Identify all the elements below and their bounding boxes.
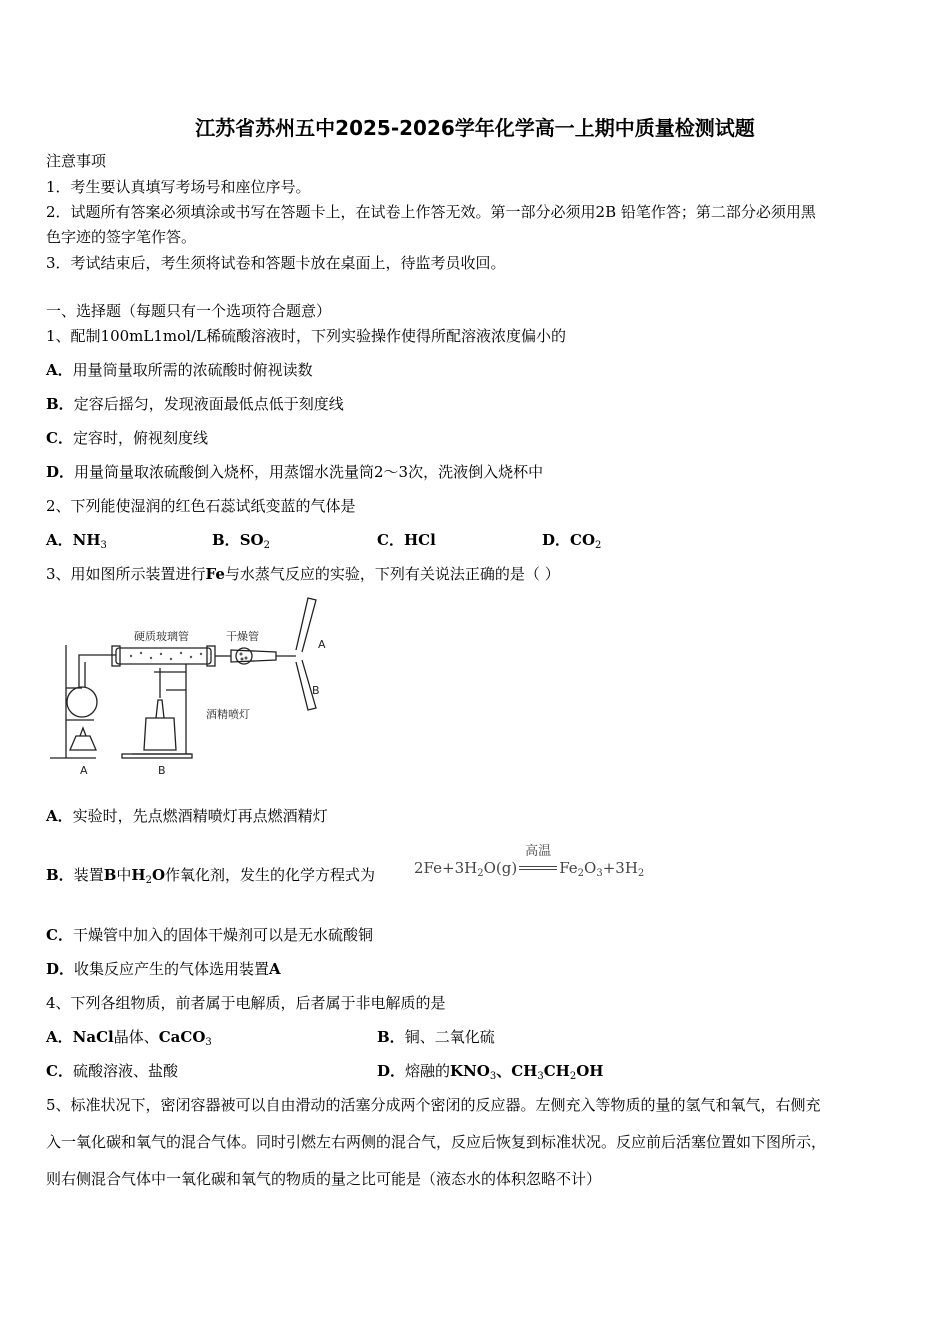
option-label: A．: [46, 531, 73, 549]
q3-option-a: [46, 806, 328, 826]
label-apparatus-a: A: [80, 764, 88, 777]
option-text: NH: [72, 531, 101, 549]
option-label: D．: [542, 531, 571, 549]
subscript: 3: [100, 540, 107, 551]
option-text: 铜、二氧化硫: [404, 1028, 495, 1046]
subscript: 2: [477, 868, 484, 879]
q1-stem: 1、配制100mL1mol/L稀硫酸溶液时，下列实验操作使得所配溶液浓度偏小的: [46, 327, 566, 345]
option-text: 用量筒量取所需的浓硫酸时俯视读数: [72, 361, 313, 379]
condition-text: 高温: [525, 844, 552, 859]
option-label: D．: [46, 960, 75, 978]
q5-line-3: 则右侧混合气体中一氧化碳和氧气的物质的量之比可能是（液态水的体积忽略不计）: [46, 1170, 602, 1188]
option-text: 装置: [73, 866, 104, 884]
option-label: B．: [377, 1028, 405, 1046]
option-text: 中: [116, 866, 132, 884]
option-text: 硫酸溶液、盐酸: [72, 1062, 178, 1080]
q2-option-d: [542, 530, 601, 550]
eq-part: Fe: [559, 859, 578, 877]
notice-item-2b: 色字迹的签字笔作答。: [46, 228, 197, 246]
subscript: 3: [205, 1037, 212, 1048]
reaction-condition: [519, 844, 557, 878]
q1-option-a: [46, 360, 313, 380]
page-title: 江苏省苏州五中2025-2026学年化学高一上期中质量检测试题: [195, 116, 755, 140]
q3-option-b: [46, 865, 375, 885]
subscript: 2: [569, 1071, 577, 1082]
eq-part: 2Fe+3H: [414, 859, 478, 877]
option-label: C．: [46, 1062, 73, 1080]
q4-stem: 4、下列各组物质，前者属于电解质，后者属于非电解质的是: [46, 994, 446, 1012]
q2-option-a: [46, 530, 107, 550]
option-label: A．: [46, 361, 73, 379]
label-lamp: 酒精喷灯: [206, 708, 250, 721]
stem-text: 与水蒸气反应的实验，下列有关说法正确的是（ ）: [224, 565, 560, 583]
option-label: C．: [46, 429, 73, 447]
option-text: 熔融的: [405, 1062, 451, 1080]
option-label: C．: [377, 531, 404, 549]
q2-stem: 2、下列能使湿润的红色石蕊试纸变蓝的气体是: [46, 497, 356, 515]
q4-option-a: [46, 1027, 212, 1047]
option-label: D．: [377, 1062, 406, 1080]
option-label: A．: [46, 1028, 73, 1046]
stem-fe: Fe: [205, 565, 225, 583]
option-text: 定容后摇匀，发现液面最低点低于刻度线: [73, 395, 344, 413]
label-glass-tube: 硬质玻璃管: [134, 630, 189, 643]
label-apparatus-b: B: [158, 764, 166, 777]
option-text: 干燥管中加入的固体干燥剂可以是无水硫酸铜: [72, 926, 373, 944]
q5-line-1: 5、标准状况下，密闭容器被可以自由滑动的活塞分成两个密闭的反应器。左侧充入等物质的量的氢气和氧气，右侧充: [46, 1096, 821, 1114]
option-label: C．: [46, 926, 73, 944]
option-text: CO: [570, 531, 596, 549]
notice-heading: 注意事项: [46, 152, 107, 170]
option-text: 作氧化剂，发生的化学方程式为: [165, 866, 376, 884]
formula: NaCl: [72, 1028, 114, 1046]
option-text: 定容时，俯视刻度线: [72, 429, 208, 447]
option-label: A．: [46, 807, 73, 825]
subscript: 2: [263, 540, 270, 551]
option-text: 收集反应产生的气体选用装置: [74, 960, 270, 978]
option-text: 晶体、: [113, 1028, 159, 1046]
q2-option-b: [212, 530, 270, 550]
option-text: 实验时，先点燃酒精喷灯再点燃酒精灯: [72, 807, 328, 825]
stem-text: 3、用如图所示装置进行: [46, 565, 206, 583]
eq-part: +3H: [602, 859, 638, 877]
chemical-equation: [414, 844, 645, 879]
q2-option-c: [377, 530, 436, 550]
subscript: 2: [577, 868, 585, 879]
option-text: 用量筒量取浓硫酸倒入烧杯，用蒸馏水洗量筒2～3次，洗液倒入烧杯中: [74, 463, 544, 481]
option-text: A: [269, 960, 281, 978]
subscript: 3: [596, 868, 603, 879]
q4-option-d: [377, 1061, 603, 1081]
notice-item-3: 3．考试结束后，考生须将试卷和答题卡放在桌面上，待监考员收回。: [46, 254, 506, 272]
q1-option-b: [46, 394, 344, 414]
option-label: D．: [46, 463, 75, 481]
option-label: B．: [46, 866, 74, 884]
eq-part: O(g): [483, 859, 518, 877]
q3-option-d: [46, 959, 281, 979]
label-dry-tube: 干燥管: [226, 630, 259, 643]
formula: CaCO: [158, 1028, 206, 1046]
formula: CH: [543, 1062, 570, 1080]
notice-item-1: 1．考生要认真填写考场号和座位序号。: [46, 178, 311, 196]
subscript: 2: [145, 875, 152, 886]
q4-option-c: [46, 1061, 178, 1081]
subscript: 3: [489, 1071, 497, 1082]
apparatus-diagram: [46, 590, 336, 780]
formula: 、CH: [496, 1062, 538, 1080]
subscript: 2: [637, 868, 645, 879]
label-tube-b: B: [312, 684, 320, 697]
formula: H: [131, 866, 146, 884]
option-text: HCl: [403, 531, 436, 549]
eq-part: O: [584, 859, 597, 877]
option-label: B．: [212, 531, 240, 549]
q3-option-c: [46, 925, 373, 945]
q1-option-c: [46, 428, 208, 448]
formula: KNO: [450, 1062, 490, 1080]
q1-option-d: [46, 462, 543, 482]
option-label: B．: [46, 395, 74, 413]
option-text: SO: [239, 531, 264, 549]
notice-item-2a: 2．试题所有答案必须填涂或书写在答题卡上，在试卷上作答无效。第一部分必须用2B 铅笔作答；第二部分必须用黑: [46, 203, 816, 221]
subscript: 2: [595, 540, 602, 551]
section-heading: 一、选择题（每题只有一个选项符合题意）: [46, 302, 332, 320]
option-text: B: [103, 866, 117, 884]
formula: O: [151, 866, 166, 884]
subscript: 3: [537, 1071, 544, 1082]
q5-line-2: 入一氧化碳和氧气的混合气体。同时引燃左右两侧的混合气，反应后恢复到标准状况。反应前后活塞位置如下图所示，: [46, 1133, 827, 1151]
q4-option-b: [377, 1027, 495, 1047]
label-tube-a: A: [318, 638, 326, 651]
formula: OH: [576, 1062, 604, 1080]
q3-stem: [46, 564, 560, 584]
